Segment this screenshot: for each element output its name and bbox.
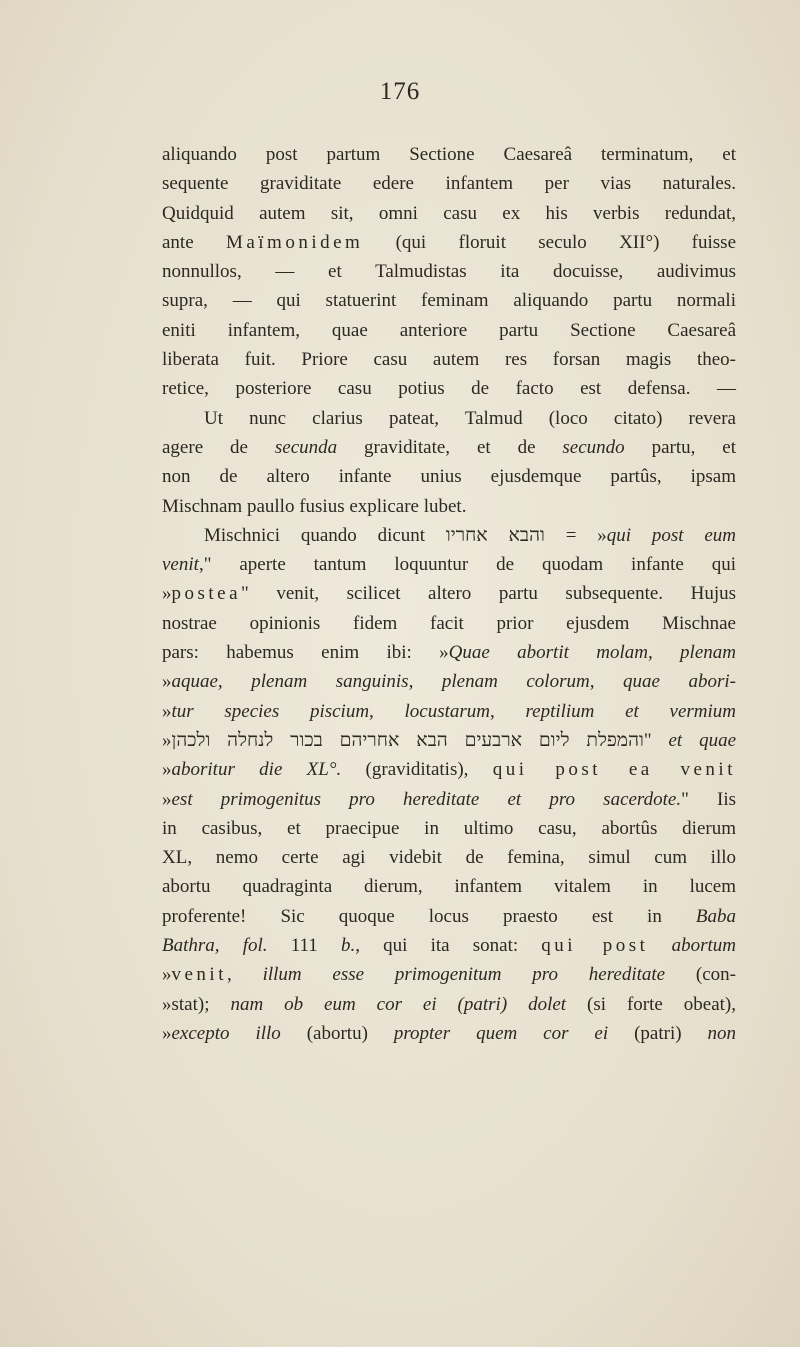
text-run: (qui floruit seculo XII°) fuisse <box>363 231 736 253</box>
hebrew-text: והמפלת ליום ארבעים הבא אחריהם בכור לנחלה ולכהן <box>171 729 644 751</box>
page-number: 176 <box>379 78 421 105</box>
text-run: " <box>643 729 669 751</box>
text-run: » <box>162 700 172 722</box>
text-run: graviditate, et de <box>337 436 563 458</box>
text-run: " venit, scilicet altero partu subsequente. Hujus <box>241 583 736 605</box>
italic-text: propter quem cor ei <box>393 1022 609 1044</box>
text-run: Mischnici quando dicunt <box>204 524 446 546</box>
text-run: = » <box>544 524 607 546</box>
text-line: Quidquid autem sit, omni casu ex his verbis redundat, <box>162 202 736 224</box>
text-line <box>162 433 736 462</box>
text-line <box>162 755 736 784</box>
spaced-text: qui post ea venit <box>492 759 736 781</box>
italic-text: Quae abortit molam, plenam <box>448 642 736 664</box>
text-line: eniti infantem, quae anteriore partu Sectione Caesareâ <box>162 319 736 341</box>
italic-text: Baba <box>695 905 736 927</box>
text-run: (graviditatis), <box>341 759 493 781</box>
text-run: pars: habemus enim ibi: » <box>162 642 449 664</box>
text-line <box>162 638 736 667</box>
text-line <box>162 902 736 931</box>
text-line <box>162 697 736 726</box>
text-run: »stat); <box>162 993 231 1015</box>
italic-text: b. <box>340 935 356 957</box>
italic-text: illum esse primogenitum pro hereditate <box>262 964 666 986</box>
text-line: non de altero infante unius ejusdemque partûs, ipsam <box>162 466 736 488</box>
text-line: nonnullos, — et Talmudistas ita docuisse, audivimus <box>162 261 736 283</box>
text-line <box>162 579 736 608</box>
italic-text: tur species piscium, locustarum, reptilium et vermium <box>171 700 736 722</box>
text-line: XL, nemo certe agi videbit de femina, simul cum illo <box>162 847 736 869</box>
text-line: nostrae opinionis fidem facit prior ejusdem Mischnae <box>162 612 736 634</box>
spaced-text: postea <box>171 583 242 605</box>
text-line: abortu quadraginta dierum, infantem vitalem in lucem <box>162 876 736 898</box>
text-line: liberata fuit. Priore casu autem res forsan magis theo- <box>162 349 736 371</box>
text-line: sequente graviditate edere infantem per vias naturales. <box>162 173 736 195</box>
text-line <box>162 931 736 960</box>
text-run <box>648 935 671 956</box>
text-run: ," aperte tantum loquuntur de quodam infante qui <box>198 554 736 576</box>
italic-text: abortum <box>671 935 736 957</box>
text-line <box>162 521 736 550</box>
text-run: proferente! Sic quoque locus praesto est in <box>162 905 696 927</box>
italic-text: et quae <box>668 729 737 751</box>
italic-text: aquae, plenam sanguinis, plenam colorum, quae abori- <box>171 671 736 693</box>
italic-text: secundo <box>562 436 625 458</box>
italic-text: excepto illo <box>171 1022 281 1044</box>
text-run: Ut nunc clarius pateat, Talmud (loco citato) revera <box>204 407 736 429</box>
text-run: partu, et <box>624 436 736 458</box>
italic-text: nam ob eum cor ei (patri) dolet <box>230 993 567 1015</box>
italic-text: qui post eum <box>606 524 737 546</box>
text-line <box>162 228 736 257</box>
text-line <box>162 1019 736 1048</box>
text-run: " Iis <box>681 788 736 810</box>
text-run: agere de <box>162 436 275 458</box>
text-line: retice, posteriore casu potius de facto est defensa. — <box>162 378 736 400</box>
text-run: » <box>162 671 172 693</box>
body-text <box>162 140 736 1048</box>
text-run: (abortu) <box>280 1022 394 1044</box>
spaced-text: Maïmonidem <box>225 231 364 253</box>
text-run: (con- <box>665 964 736 986</box>
text-run: » <box>162 729 172 751</box>
italic-text: Bathra, fol. <box>162 935 268 957</box>
spaced-text: qui post <box>541 935 649 957</box>
text-run: , <box>227 964 263 986</box>
text-line: in casibus, et praecipue in ultimo casu, abortûs dierum <box>162 817 736 839</box>
text-line <box>162 726 736 755</box>
text-line <box>162 960 736 989</box>
text-run: » <box>162 583 172 605</box>
spaced-text: venit <box>171 964 227 986</box>
italic-text: venit <box>162 554 199 576</box>
italic-text: secunda <box>274 436 338 458</box>
text-line <box>162 785 736 814</box>
text-run: » <box>162 788 172 810</box>
italic-text: est primogenitus pro hereditate et pro sacerdote. <box>171 788 682 810</box>
text-run: , qui ita sonat: <box>355 935 542 957</box>
text-line: Mischnam paullo fusius explicare lubet. <box>162 495 467 517</box>
text-run: 111 <box>267 935 341 957</box>
text-run: (patri) <box>608 1022 708 1044</box>
text-run: » <box>162 759 172 781</box>
text-line <box>162 667 736 696</box>
text-line <box>162 550 736 579</box>
hebrew-text: והבא אחריו <box>445 524 545 546</box>
text-run: » <box>162 1022 172 1044</box>
text-run: (si forte obeat), <box>566 993 736 1015</box>
text-line <box>162 990 736 1019</box>
text-run: » <box>162 964 172 986</box>
italic-text: non <box>707 1022 736 1044</box>
text-line <box>162 404 736 433</box>
text-line: aliquando post partum Sectione Caesareâ terminatum, et <box>162 144 736 165</box>
italic-text: aboritur die XL°. <box>171 759 342 781</box>
text-line: supra, — qui statuerint feminam aliquando partu normali <box>162 290 736 312</box>
text-run: ante <box>162 231 226 253</box>
